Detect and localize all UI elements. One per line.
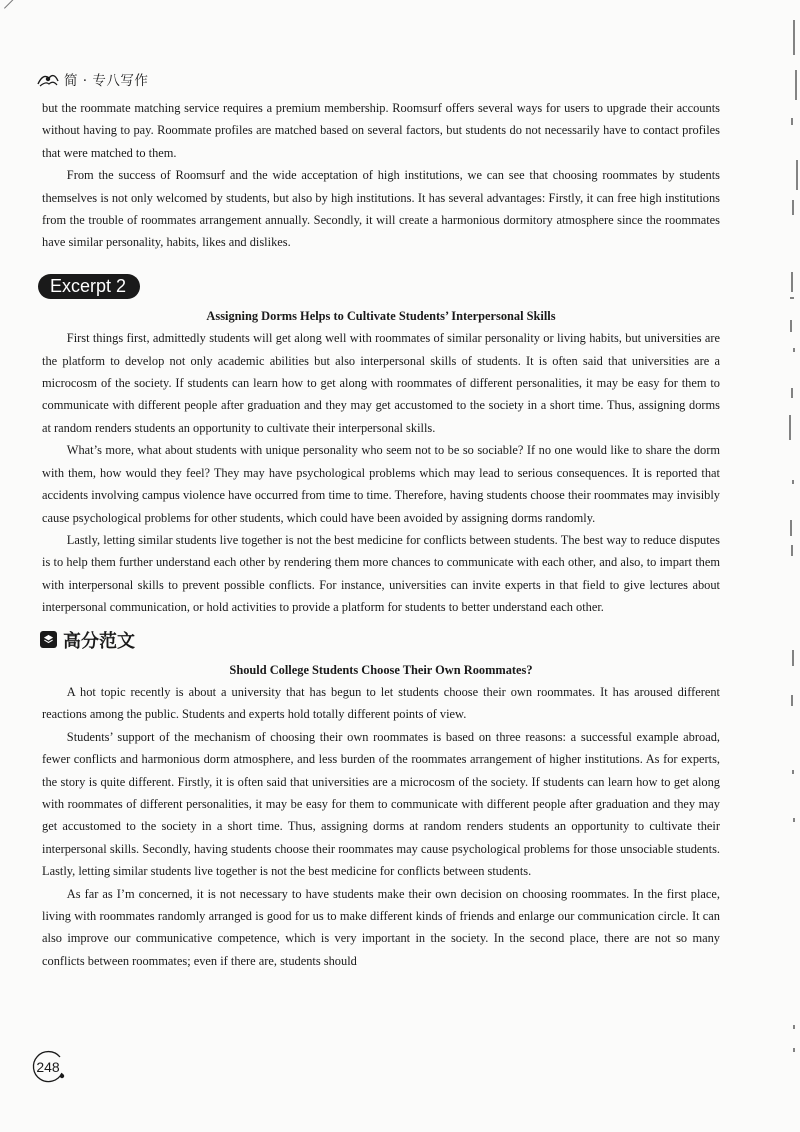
intro-paragraph: From the success of Roomsurf and the wide acceptation of high institutions, we can see that choosing roommates by students themselves is not only welcomed by students, but also by high institutions. It has several advantages: Firstly, it can free high institutions from the trouble of roommates arrangement annually. Secondly, it will create a harmonious dormitory atmosphere since the roommates have similar personality, habits, likes and dislikes. — [42, 168, 720, 250]
scan-mark — [4, 0, 23, 9]
excerpt-paragraph: First things first, admittedly students will get along well with roommates of similar personality or living habits, but universities are the platform to develop not only academic abilities but also interpersonal skills of students. It is often said that universities are a microcosm of the society. If students can learn how to get along with roommates of different personalities, it may be easy for them to communicate with different people after graduation and they may get accustomed to the society in a short time. Thus, assigning dorms at random renders students an opportunity to cultivate their interpersonal skills. — [42, 331, 720, 435]
model-essay-heading — [40, 627, 720, 653]
excerpt-paragraph: Lastly, letting similar students live together is not the best medicine for conflicts between students. The best way to reduce disputes is to help them further understand each other by rendering them more chances to communicate with each other, and also, to impart them with interpersonal skills to prevent possible conflicts. For instance, universities can invite experts in that field to give lectures about interpersonal communication, or hold activities to provide a platform for students to better understand each other. — [42, 532, 720, 615]
essay-paragraph: Students’ support of the mechanism of choosing their own roommates is based on three reasons: a successful example abroad, fewer conflicts and harmonious dorm atmosphere, and less burden of the roommates arrangement of higher institutions. As for experts, the story is quite different. Firstly, it is often said that universities are a microcosm of the society. If students can learn how to get along with roommates of different personalities, it may be easy for them to communicate with different people after graduation and they may get accustomed to the society in a short time. Thus, assigning dorms at random renders students an opportunity to cultivate their interpersonal skills. Secondly, having students choose their roommates may cause psychological problems for those unsociable students. Lastly, letting similar students live together is not the best medicine for conflicts between students. — [42, 729, 720, 879]
chapter-label: 简 · 专八写作 — [64, 73, 149, 89]
page-number: 248 — [30, 1049, 66, 1085]
layers-icon — [40, 631, 57, 648]
excerpt-paragraph: What’s more, what about students with unique personality who seem not to be so sociable? If no one would like to share the dorm with them, how would they feel? They may have psychological problems which may lead to serious consequences. It is reported that accidents involving campus violence have occurred from time to time. Therefore, having students choose their roommates may invisibly cause psychological problems for other students, which could have been avoided by assigning dorms randomly. — [42, 443, 720, 525]
excerpt-title: Assigning Dorms Helps to Cultivate Students’ Interpersonal Skills — [206, 308, 556, 323]
model-essay-label: 高分范文 — [63, 630, 135, 652]
page-content — [42, 97, 720, 972]
book-logo-icon — [36, 69, 60, 89]
scan-edge-marks — [780, 0, 800, 1132]
excerpt-badge: Excerpt 2 — [38, 274, 140, 299]
intro-paragraph: but the roommate matching service requires a premium membership. Roomsurf offers several ways for users to upgrade their accounts without having to pay. Roommate profiles are matched based on several factors, but students do not necessarily have to contact profiles that were matched to them. — [42, 101, 720, 160]
essay-paragraph: A hot topic recently is about a university that has begun to let students choose their own roommates. It has aroused different reactions among the public. Students and experts hold totally different points of view. — [42, 684, 720, 722]
running-header — [36, 66, 148, 92]
essay-paragraph: As far as I’m concerned, it is not necessary to have students make their own decision on choosing roommates. In the first place, living with roommates randomly arranged is good for us to make different kinds of friends and enlarge our communication circle. It can also improve our communicative competence, which is very important in the society. In the second place, there are not so many conflicts between roommates; even if there are, students should — [42, 886, 720, 968]
model-essay-title: Should College Students Choose Their Own Roommates? — [229, 662, 533, 677]
